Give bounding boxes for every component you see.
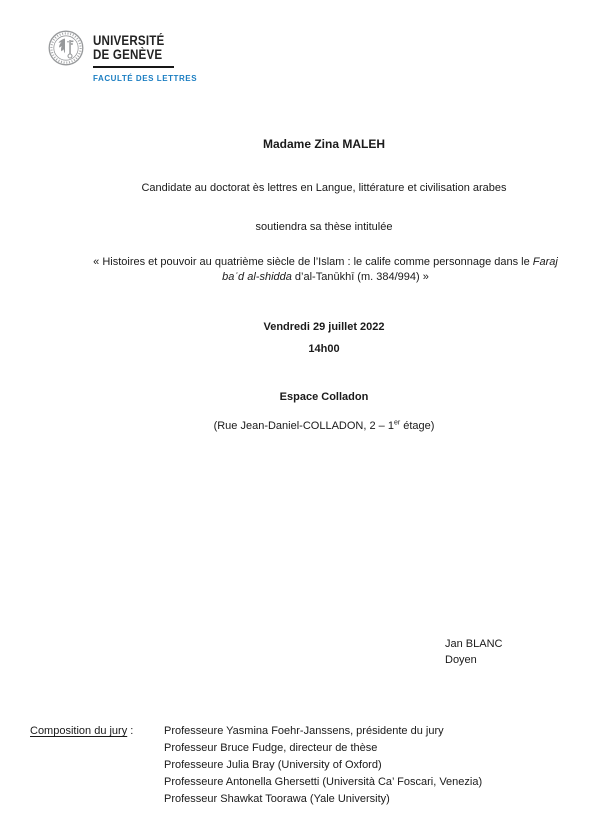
thesis-title-prefix: « Histoires et pouvoir au quatrième siècle de l’Islam : le calife comme personnage dans le [93, 256, 533, 268]
jury-member: Professeur Bruce Fudge, directeur de thèse [164, 742, 378, 754]
candidate-name: Madame Zina MALEH [262, 137, 385, 151]
dean-name: Jan BLANC [445, 638, 503, 650]
venue-address-suffix: étage) [400, 420, 435, 432]
unige-logo [48, 30, 197, 83]
university-name-line1: UNIVERSITÉ [93, 33, 165, 48]
jury-member: Professeure Antonella Ghersetti (Università Ca’ Foscari, Venezia) [164, 776, 483, 788]
unige-seal-icon [48, 30, 84, 66]
jury-member: Professeure Yasmina Foehr-Janssens, présidente du jury [164, 725, 444, 737]
thesis-title [0, 255, 615, 285]
venue-address-prefix: (Rue Jean-Daniel-COLLADON, 2 – 1 [213, 420, 394, 432]
jury-member: Professeur Shawkat Toorawa (Yale University) [164, 793, 390, 805]
faculty-name: FACULTÉ DES LETTRES [93, 74, 198, 83]
thesis-title-suffix: d’al-Tanūkhī (m. 384/994) » [291, 271, 429, 283]
venue-address-ordinal: er [393, 419, 401, 427]
venue-name: Espace Colladon [279, 391, 369, 403]
logo-divider-rule [93, 66, 174, 68]
thesis-title-arabic-work: Faraj baʿd al-shidda [222, 256, 558, 283]
unige-wordmark [93, 30, 197, 83]
intro-line: soutiendra sa thèse intitulée [255, 221, 393, 233]
signature-block [445, 636, 502, 668]
jury-label-cell [30, 723, 164, 740]
jury-list [164, 723, 482, 808]
jury-section [30, 723, 482, 808]
candidate-degree-line: Candidate au doctorat ès lettres en Langue, littérature et civilisation arabes [141, 182, 507, 194]
defense-date: Vendredi 29 juillet 2022 [263, 321, 385, 333]
dean-title: Doyen [445, 654, 477, 666]
jury-label: Composition du jury [30, 725, 128, 737]
jury-label-colon: : [127, 725, 134, 737]
venue-address [40, 419, 608, 433]
jury-member: Professeure Julia Bray (University of Oxford) [164, 759, 382, 771]
university-name-line2: DE GENÈVE [93, 47, 163, 62]
defense-time: 14h00 [308, 343, 340, 355]
